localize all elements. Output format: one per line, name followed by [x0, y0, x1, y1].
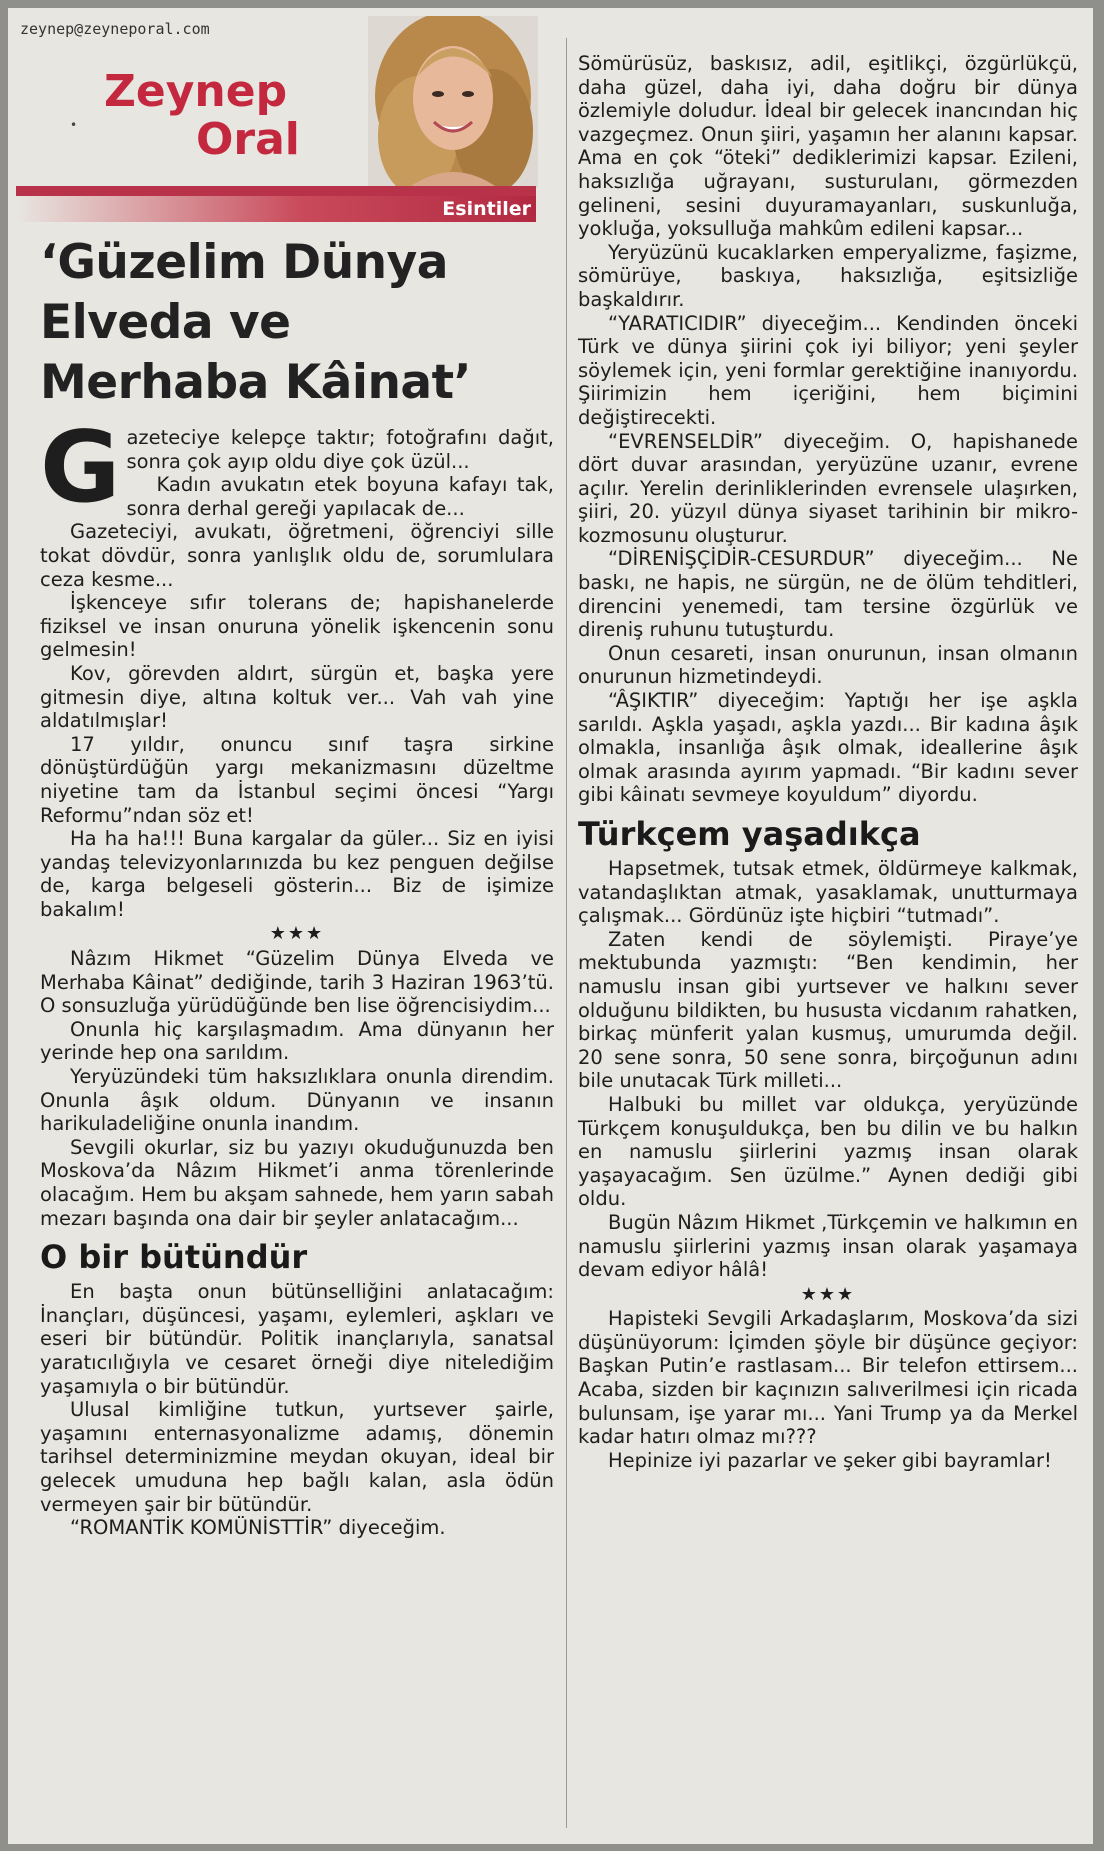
- paragraph: Onun cesareti, insan onurunun, insan olmanın onurunun hizmetindeydi.: [578, 641, 1078, 689]
- newspaper-page: [8, 8, 1093, 1844]
- author-last-name: Oral: [196, 114, 300, 165]
- paragraph: Sevgili okurlar, siz bu yazıyı okuduğunuzda ben Moskova’da Nâzım Hikmet’i anma törenlerinde olacağım. Hem bu akşam sahnede, hem yarın sabah mezarı başında ona dair bir şeyler anlatacağım...: [40, 1135, 554, 1230]
- paragraph: Ulusal kimliğine tutkun, yurtsever şairle, yaşamını enternasyonalizme adamış, dönemin tarihsel determinizmine meydan okuyan, ideal bir gelecek umuduna hep bağlı kalan, asla ödün vermeyen şair bir bütündür.: [40, 1398, 554, 1516]
- portrait-illustration: [368, 16, 538, 188]
- paragraph: “ROMANTİK KOMÜNİSTTİR” diyeceğim.: [70, 1516, 446, 1540]
- headline-line-2: Elveda ve: [40, 295, 291, 350]
- paragraph: Nâzım Hikmet “Güzelim Dünya Elveda ve Merhaba Kâinat” dediğinde, tarih 3 Haziran 1963’tü. O sonsuzluğa yürüdüğünde ben lise öğrencisiydim...: [40, 947, 554, 1018]
- paragraph: İşkenceye sıfır tolerans de; hapishanelerde fiziksel ve insan onuruna yönelik işkencenin sonu gelmesin!: [40, 591, 554, 662]
- paragraph: En başta onun bütünselliğini anlatacağım: İnançları, düşüncesi, yaşamı, eylemleri, aşkları ve eseri bir bütündür. Politik inançlarıyla, sanatsal yaratıcılığıyla ve cesaret örneği diye nitelediğim yaşamıyla o bir bütündür.: [40, 1280, 554, 1398]
- author-first-name: Zeynep: [104, 66, 288, 117]
- article-column-1: [40, 411, 554, 1540]
- section-label: Esintiler: [442, 198, 531, 220]
- paragraph: Bugün Nâzım Hikmet ,Türkçemin ve halkımın en namuslu şiirlerini yazmış insan olarak yaşamaya devam ediyor hâlâ!: [578, 1210, 1078, 1282]
- paragraph: “EVRENSELDİR” diyeceğim. O, hapishanede dört duvar arasından, yeryüzüne uzanır, evrene açılır. Yerelin derinliklerinden evrensele ulaşırken, şiiri, 20. yüzyıl dünya siyaset tarihinin bir mikro-kozmosunu oluşturur.: [578, 429, 1078, 547]
- header-rule: [16, 186, 536, 196]
- author-photo: [368, 16, 538, 188]
- paragraph: Hepinize iyi pazarlar ve şeker gibi bayramlar!: [608, 1448, 1052, 1472]
- paragraph: Hapisteki Sevgili Arkadaşlarım, Moskova’da sizi düşünüyorum: İçimden şöyle bir düşünce geçiyor: Başkan Putin’e rastlasam... Bir telefon ettirsem... Acaba, sizden bir kaçınızın salıverilmesi için ricada bulunsam, işe yarar mı... Yani Trump ya da Merkel kadar hatırı olmaz mı???: [578, 1307, 1078, 1449]
- paragraph: “YARATICIDIR” diyeceğim... Kendinden önceki Türk ve dünya şiirini çok iyi biliyor; yeni şeyler söylemek için, yeni formlar gerektiğine inanıyordu. Şiirimizin hem içeriğini, hem biçimini değiştirecekti.: [578, 311, 1078, 429]
- paragraph: Onunla hiç karşılaşmadım. Ama dünyanın her yerinde hep ona sarıldım.: [40, 1017, 554, 1065]
- paragraph: Gazeteciye kelepçe taktır; fotoğrafını dağıt, sonra çok ayıp oldu diye çok üzül...: [40, 411, 554, 525]
- column-divider: [566, 38, 567, 1828]
- author-email: zeynep@zeyneporal.com: [20, 20, 210, 38]
- paragraph: Hapsetmek, tutsak etmek, öldürmeye kalkmak, vatandaşlıktan atmak, yasaklamak, unutturmaya çalışmak... Gördünüz işte hiçbiri “tutmadı”.: [578, 857, 1078, 928]
- paragraph: Kadın avukatın etek boyuna kafayı tak, sonra derhal gereği yapılacak de...: [126, 473, 554, 520]
- paragraph: 17 yıldır, onuncu sınıf taşra sirkine dönüştürdüğün yargı mekanizmasını düzeltme niyetine tam da İstanbul seçimi öncesi “Yargı Reformu”ndan söz et!: [40, 732, 554, 827]
- paragraph: Zaten kendi de söylemişti. Piraye’ye mektubunda yazmıştı: “Ben kendimin, her namuslu insan gibi yurtsever ve halkını sever olduğunu bildikten, bu hususta vicdanım rahatken, birkaç münferit yalan kusmuş, umurumda değil. 20 sene sonra, 50 sene sonra, birçoğunun adını bile unutacak Türk milleti...: [578, 927, 1078, 1093]
- headline-line-3: Merhaba Kâinat’: [40, 355, 471, 410]
- paragraph: Yeryüzündeki tüm haksızlıklara onunla direndim. Onunla âşık oldum. Dünyanın ve insanın harikuladeliğine onunla inandım.: [40, 1065, 554, 1136]
- paragraph: Gazeteciyi, avukatı, öğretmeni, öğrenciyi sille tokat dövdür, sonra yanlışlık oldu de, sorumlulara ceza kesme...: [40, 520, 554, 591]
- subheading: Türkçem yaşadıkça: [578, 815, 921, 853]
- paragraph: “DİRENİŞÇİDİR-CESURDUR” diyeceğim... Ne baskı, ne hapis, ne sürgün, ne de ölüm tehditleri, direncini yenemedi, tam tersine özgürlük ve direniş ruhunu tutuşturdu.: [578, 547, 1078, 642]
- paragraph: Sömürüsüz, baskısız, adil, eşitlikçi, özgürlükçü, daha güzel, daha iyi, daha doğru bir dünya özlemiyle doludur. İdeal bir gelecek inancından hiç vazgeçmez. Onun şiiri, yaşamın her alanını kapsar. Ama en çok “öteki” dediklerimizi kapsar. Ezileni, haksızlığa uğrayanı, susturulanı, görmezden gelineni, sesini duyuramayanları, suskunluğa, yokluğa, yoksulluğa mahkûm edileni kapsar...: [578, 52, 1078, 241]
- paragraph: Halbuki bu millet var oldukça, yeryüzünde Türkçem konuşuldukça, ben bu dilin ve bu halkın en namuslu şiirlerini yazmış insan olarak yaşayacağım. Sen üzülme.” Aynen dediği gibi oldu.: [578, 1092, 1078, 1211]
- article-headline: [40, 233, 560, 413]
- drop-cap: G: [40, 411, 121, 525]
- paragraph: Ha ha ha!!! Buna kargalar da güler... Siz en iyisi yandaş televizyonlarınızda bu kez penguen değilse de, karga belgeseli gösterin... Biz de işimize bakalım!: [40, 827, 554, 921]
- subheading: O bir bütündür: [40, 1238, 308, 1277]
- paragraph: Yeryüzünü kucaklarken emperyalizme, faşizme, sömürüye, baskıya, haksızlığa, eşitsizliğe başkaldırır.: [578, 240, 1078, 311]
- section-stars: ★★★: [269, 923, 325, 945]
- headline-line-1: ‘Güzelim Dünya: [40, 235, 448, 290]
- author-name: [104, 68, 300, 164]
- decorative-dot: •: [70, 118, 78, 132]
- paragraph: Kov, görevden aldırt, sürgün et, başka yere gitmesin diye, altına koltuk ver... Vah vah yine aldatılmışlar!: [40, 661, 554, 733]
- section-stars: ★★★: [800, 1283, 856, 1305]
- paragraph: “ÂŞIKTIR” diyeceğim: Yaptığı her işe aşkla sarıldı. Aşkla yaşadı, aşkla yazdı... Bir kadına âşık olmakla, insanlığa âşık olmak, ideallerine âşık olmak arasında ayırım yapmadı. “Bir kadını sever gibi kâinatı sevmeye koyuldum” diyordu.: [578, 689, 1078, 807]
- article-column-2: [578, 52, 1078, 1472]
